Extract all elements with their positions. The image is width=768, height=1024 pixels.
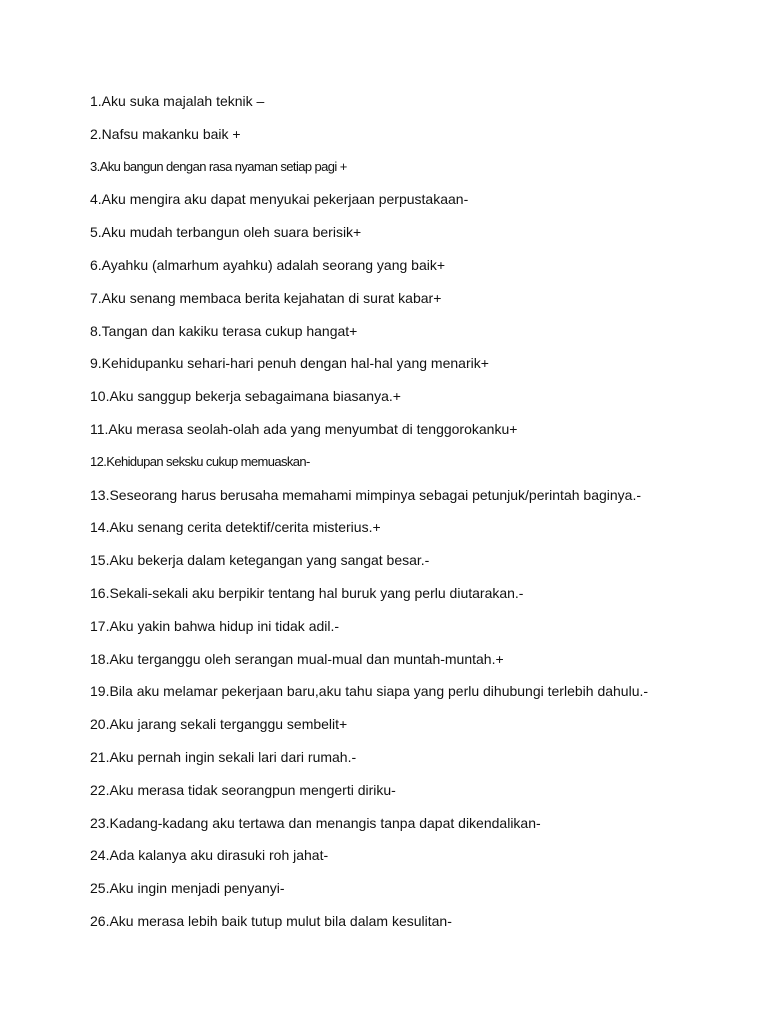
list-item: 17.Aku yakin bahwa hidup ini tidak adil.- [90,617,340,634]
list-item: 7.Aku senang membaca berita kejahatan di surat kabar+ [90,289,442,306]
list-item: 23.Kadang-kadang aku tertawa dan menangis tanpa dapat dikendalikan- [90,814,541,831]
list-item: 20.Aku jarang sekali terganggu sembelit+ [90,716,348,733]
list-item: 9.Kehidupanku sehari-hari penuh dengan hal-hal yang menarik+ [90,355,489,372]
list-item: 14.Aku senang cerita detektif/cerita misterius.+ [90,519,381,536]
list-item: 25.Aku ingin menjadi penyanyi- [90,880,285,897]
list-item: 11.Aku merasa seolah-olah ada yang menyumbat di tenggorokanku+ [90,420,518,437]
list-item: 22.Aku merasa tidak seorangpun mengerti diriku- [90,781,396,798]
statement-list [90,91,750,944]
list-item: 12.Kehidupan seksku cukup memuaskan- [90,453,310,469]
list-item: 6.Ayahku (almarhum ayahku) adalah seorang yang baik+ [90,256,446,273]
list-item: 4.Aku mengira aku dapat menyukai pekerjaan perpustakaan- [90,191,469,208]
list-item: 19.Bila aku melamar pekerjaan baru,aku tahu siapa yang perlu dihubungi terlebih dahulu.- [90,683,649,700]
list-item: 3.Aku bangun dengan rasa nyaman setiap pagi + [90,158,347,174]
list-item: 24.Ada kalanya aku dirasuki roh jahat- [90,847,329,864]
list-item: 8.Tangan dan kakiku terasa cukup hangat+ [90,322,358,339]
list-item: 21.Aku pernah ingin sekali lari dari rumah.- [90,748,357,765]
list-item: 5.Aku mudah terbangun oleh suara berisik+ [90,224,362,241]
list-item: 16.Sekali-sekali aku berpikir tentang hal buruk yang perlu diutarakan.- [90,584,524,601]
list-item: 13.Seseorang harus berusaha memahami mimpinya sebagai petunjuk/perintah baginya.- [90,486,641,503]
list-item: 26.Aku merasa lebih baik tutup mulut bila dalam kesulitan- [90,912,452,929]
list-item: 1.Aku suka majalah teknik – [90,93,265,109]
list-item: 2.Nafsu makanku baik + [90,125,241,142]
list-item: 18.Aku terganggu oleh serangan mual-mual dan muntah-muntah.+ [90,650,504,667]
list-item: 15.Aku bekerja dalam ketegangan yang sangat besar.- [90,552,430,569]
list-item: 10.Aku sanggup bekerja sebagaimana biasanya.+ [90,388,401,405]
